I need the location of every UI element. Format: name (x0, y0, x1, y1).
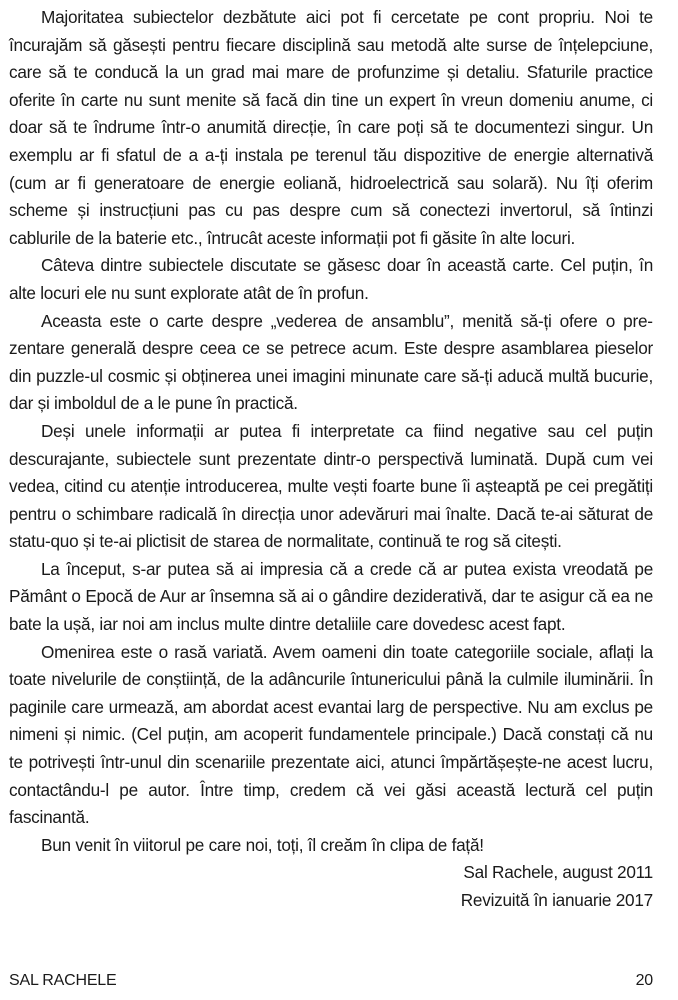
paragraph: Omenirea este o rasă variată. Avem oameni din toate categoriile sociale, aflați la toate nivelurile de conștiință, de la adâncurile întunericului până la culmile iluminării. În paginile care urmează, am abordat acest evantai larg de perspective. Nu am exclus pe nimeni și nimic. (Cel puțin, am acoperit fundamentele principale.) Dacă constați că nu te potrivești într-unul din scenariile prezentate aici, atunci împărtășește-ne acest lucru, contactându-l pe autor. Între timp, credem că vei găsi această lectură cel puțin fascinantă. (9, 641, 653, 828)
page-body (9, 4, 653, 915)
running-footer-author: SAL RACHELE (9, 972, 117, 989)
page-number: 20 (635, 972, 653, 989)
page-footer (9, 972, 653, 990)
paragraph: Câteva dintre subiectele discutate se găsesc doar în această carte. Cel puțin, în alte locuri ele nu sunt explorate atât de în profun. (9, 255, 653, 303)
signature-revision-date: Revizuită în ianuarie 2017 (460, 890, 653, 910)
paragraph: Bun venit în viitorul pe care noi, toți, îl creăm în clipa de față! (41, 834, 484, 855)
paragraph: La început, s-ar putea să ai impresia că a crede că ar putea exista vreodată pe Pământ o Epocă de Aur ar însemna să ai o gândire deziderativă, dar te asigur că ea ne bate la ușă, iar noi am inclus multe dintre detaliile care dovedesc acest fapt. (9, 558, 653, 635)
paragraph: Majoritatea subiectelor dezbătute aici pot fi cercetate pe cont propriu. Noi te încurajăm să găsești pentru fiecare disciplină sau metodă alte surse de înțelepciune, care să te conducă la un grad mai mare de profunzime și detaliu. Sfaturile practice oferite în carte nu sunt menite să facă din tine un expert în vreun domeniu anume, ci doar să te îndrume într-o anumită direcție, în care poți să te documentezi singur. Un exemplu ar fi sfatul de a a-ți instala pe terenul tău dispozitive de energie alternativă (cum ar fi generatoare de energie eoliană, hidroelectrică sau solară). Nu îți oferim scheme și instrucțiuni pas cu pas despre cum să conectezi invertorul, să întinzi cablurile de la baterie etc., întrucât aceste informații pot fi găsite în alte locuri. (9, 7, 653, 248)
paragraph: Deși unele informații ar putea fi interpretate ca fiind negative sau cel puțin descurajante, subiectele sunt prezentate dintr-o perspectivă luminată. După cum vei vedea, citind cu atenție introducerea, multe vești foarte bune îi așteaptă pe cei pregătiți pentru o schimbare radicală în direcția unor adevăruri mai înalte. Dacă te-ai săturat de statu-quo și te-ai plictisit de starea de normalitate, continuă te rog să citești. (9, 420, 653, 552)
signature-author-date: Sal Rachele, august 2011 (463, 862, 653, 883)
paragraph: Aceasta este o carte despre „vederea de ansamblu”, menită să-ți ofere o prezentare generală despre ceea ce se petrece acum. Este despre asamblarea pieselor din puzzle-ul cosmic și obținerea unei imagini minunate care să-ți aducă multă bucurie, dar și imboldul de a le pune în practică. (9, 310, 653, 414)
